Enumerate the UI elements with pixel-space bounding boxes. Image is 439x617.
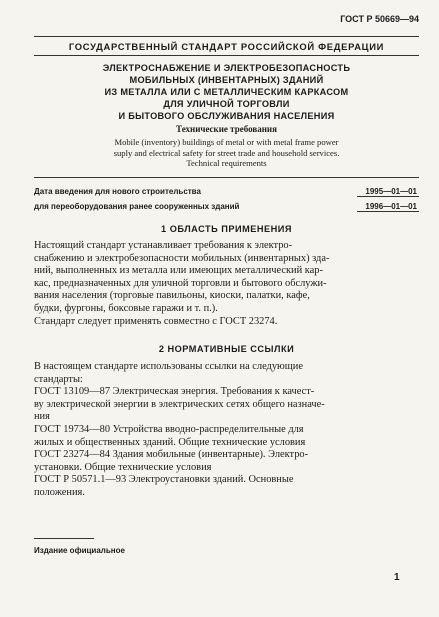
section-body <box>34 361 419 500</box>
text-line: ГОСТ Р 50571.1—93 Электроустановки зданий. Основные <box>34 474 294 486</box>
title-line: МОБИЛЬНЫХ (ИНВЕНТАРНЫХ) ЗДАНИЙ <box>129 75 324 85</box>
text-line: установки. Общие технические условия <box>34 461 212 473</box>
dates-rule <box>34 177 419 178</box>
text-line: ГОСТ 13109—87 Электрическая энергия. Требования к качест- <box>34 386 315 398</box>
title-line: ЭЛЕКТРОСНАБЖЕНИЕ И ЭЛЕКТРОБЕЗОПАСНОСТЬ <box>102 63 351 73</box>
document-code: ГОСТ Р 50669—94 <box>340 14 419 24</box>
text-line: снабжению и электробезопасности мобильных (инвентарных) зда- <box>34 252 330 264</box>
text-line: ву электрической энергии в электрических сетях общего назначе- <box>34 398 325 410</box>
text-line: жилых и общественных зданий. Общие технические условия <box>34 436 306 448</box>
text-line: положения. <box>34 486 85 498</box>
date-label: для переоборудования ранее сооруженных зданий <box>34 202 240 211</box>
footnote-rule <box>34 538 94 539</box>
date-value: 1995—01—01 <box>357 187 419 197</box>
section-heading: 1 ОБЛАСТЬ ПРИМЕНЕНИЯ <box>161 224 292 234</box>
english-title <box>34 137 419 169</box>
english-title-line: Technical requirements <box>186 158 267 168</box>
english-title-line: Mobile (inventory) buildings of metal or with metal frame power <box>114 137 339 147</box>
text-line: Стандарт следует применять совместно с ГОСТ 23274. <box>34 315 278 327</box>
section-heading: 2 НОРМАТИВНЫЕ ССЫЛКИ <box>158 344 295 354</box>
title-rule <box>34 55 419 56</box>
document-title <box>34 62 419 122</box>
text-line: Настоящий стандарт устанавливает требования к электро- <box>34 240 293 251</box>
text-line: стандарты: <box>34 373 83 385</box>
date-value: 1996—01—01 <box>357 202 419 212</box>
text-line: ний, выполненных из металла или имеющих металлический кар- <box>34 265 323 277</box>
text-line: будки, фургоны, боксовые гаражи и т. п.). <box>34 302 218 314</box>
date-label: Дата введения для нового строительства <box>34 187 201 196</box>
text-line: В настоящем стандарте использованы ссылки на следующие <box>34 361 303 372</box>
title-line: ИЗ МЕТАЛЛА ИЛИ С МЕТАЛЛИЧЕСКИМ КАРКАСОМ <box>104 87 349 97</box>
document-subtitle: Технические требования <box>176 124 277 134</box>
text-line: кас, предназначенных для уличной торговли и бытового обслужи- <box>34 277 327 289</box>
text-line: вания населения (торговые павильоны, киоски, палатки, кафе, <box>34 290 310 302</box>
page-number: 1 <box>394 572 400 583</box>
section-body <box>34 240 419 328</box>
text-line: ния <box>34 411 50 423</box>
text-line: ГОСТ 19734—80 Устройства вводно-распределительные для <box>34 423 304 435</box>
title-line: И БЫТОВОГО ОБСЛУЖИВАНИЯ НАСЕЛЕНИЯ <box>118 111 335 121</box>
english-title-line: suply and electrical safety for street trade and household services. <box>113 147 340 158</box>
text-line: ГОСТ 23274—84 Здания мобильные (инвентарные). Электро- <box>34 449 309 461</box>
top-rule <box>34 36 419 37</box>
standard-line: ГОСУДАРСТВЕННЫЙ СТАНДАРТ РОССИЙСКОЙ ФЕДЕРАЦИИ <box>68 41 385 52</box>
official-edition-note: Издание официальное <box>34 546 125 555</box>
title-line: ДЛЯ УЛИЧНОЙ ТОРГОВЛИ <box>163 99 290 109</box>
